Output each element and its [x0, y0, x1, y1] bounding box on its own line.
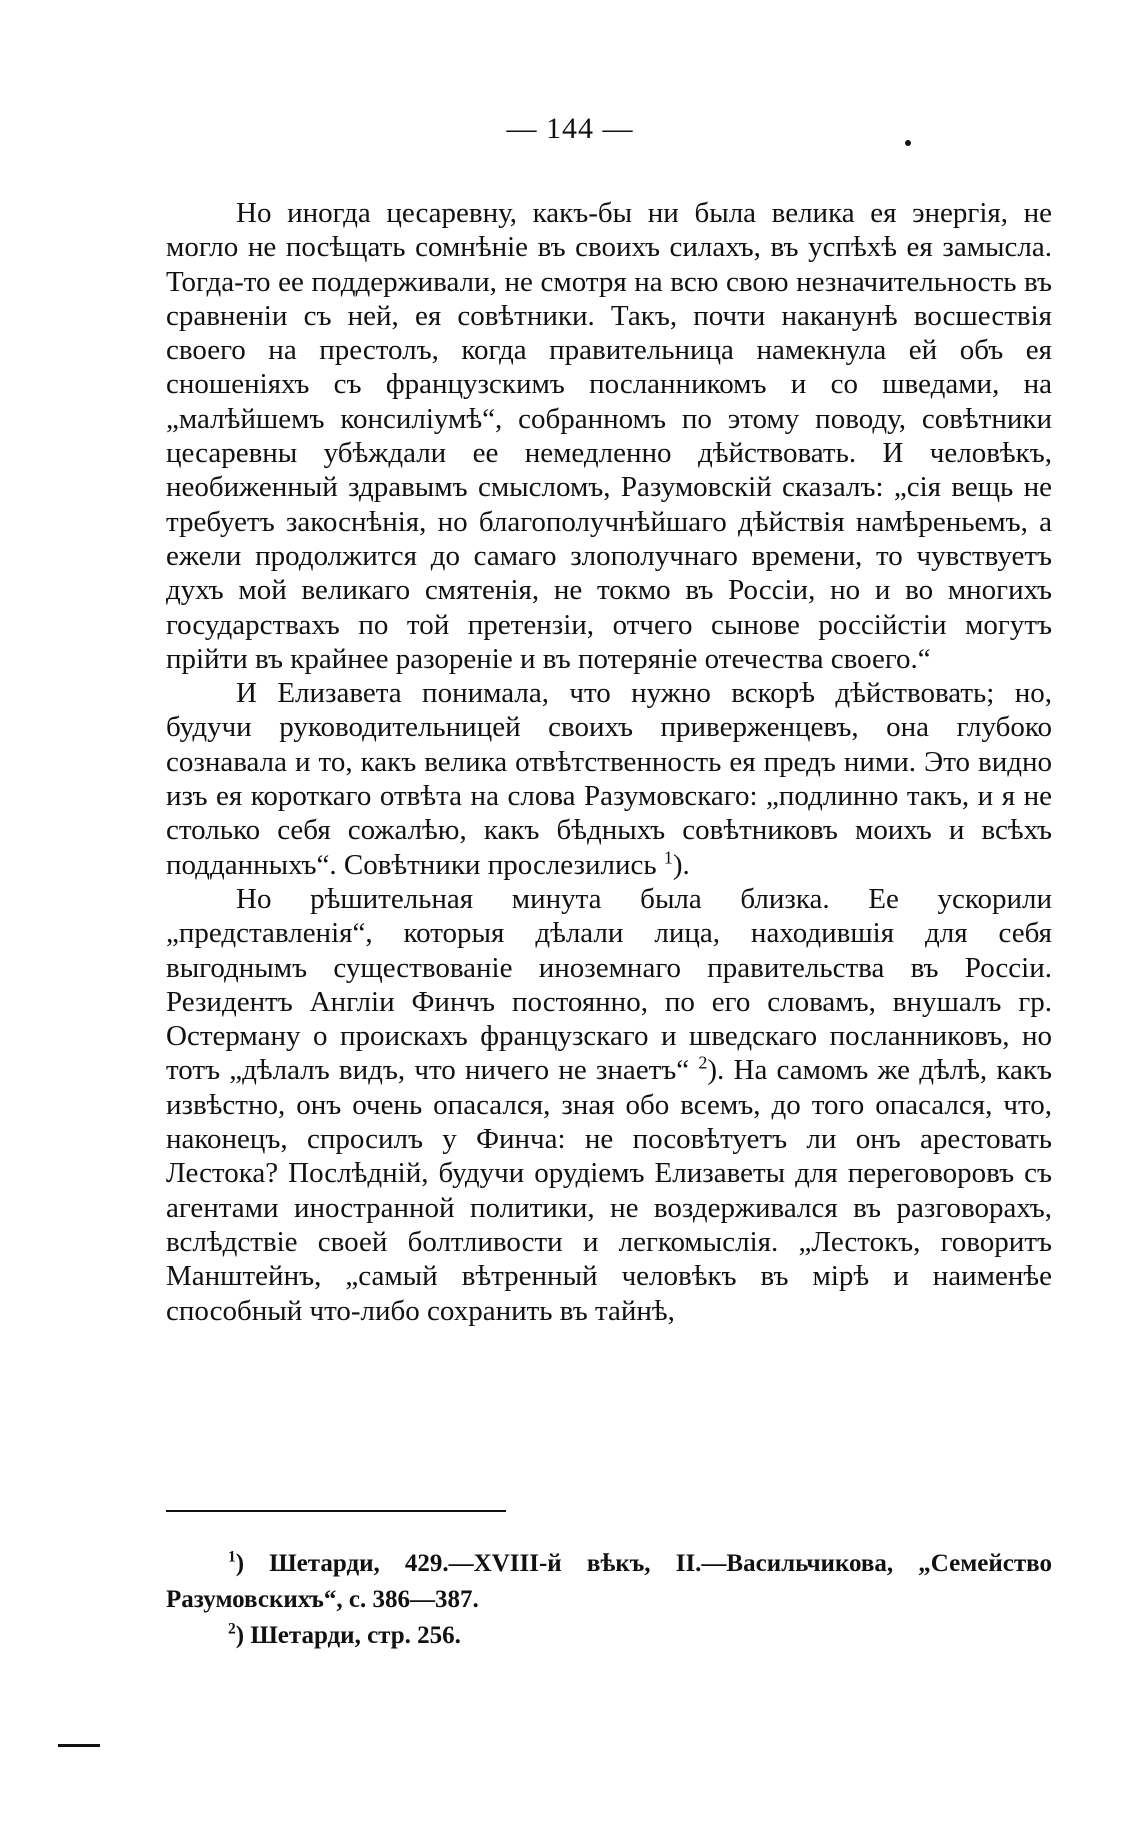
footnote-2-marker: 2	[228, 1620, 236, 1638]
paragraph-1	[166, 196, 1052, 676]
footnote-2	[166, 1618, 1052, 1654]
paragraph-2	[166, 676, 1052, 882]
paragraph-2-text: И Елизавета понимала, что нужно вскорѣ дѣйствовать; но, будучи руководительницей своихъ приверженцевъ, она глубоко сознавала и то, какъ велика отвѣтственность ея предъ ними. Это видно изъ ея короткаго отвѣта на слова Разумовскаго: „подлинно такъ, и я не столько себя сожалѣю, какъ бѣдныхъ совѣтниковъ моихъ и всѣхъ подданныхъ“. Совѣтники прослезились	[166, 677, 1052, 881]
footnote-ref-2[interactable]: 2	[698, 1052, 708, 1073]
footnote-1-marker: 1	[228, 1548, 236, 1566]
footnote-1-text: ) Шетарди, 429.—XVIII-й вѣкъ, II.—Васильчикова, „Семейство Разумовскихъ“, с. 386—387.	[166, 1550, 1052, 1613]
paragraph-3	[166, 882, 1052, 1328]
paragraph-3-text-b: ). На самомъ же дѣлѣ, какъ извѣстно, онъ очень опасался, зная обо всемъ, до того опасался, что, наконецъ, спросилъ у Финча: не посовѣтуетъ ли онъ арестовать Лестока? Послѣдній, будучи орудіемъ Елизаветы для переговоровъ съ агентами иностранной политики, не воздерживался въ разговорахъ, вслѣдствіе своей болтливости и легкомыслія. „Лестокъ, говоритъ Манштейнъ, „самый вѣтренный человѣкъ въ мірѣ и наименѣе способный что-либо сохранить въ тайнѣ,	[166, 1054, 1052, 1327]
footnote-2-text: ) Шетарди, стр. 256.	[235, 1622, 461, 1649]
footnote-divider	[166, 1510, 506, 1512]
paragraph-1-text: Но иногда цесаревну, какъ-бы ни была велика ея энергія, не могло не посѣщать сомнѣніе въ своихъ силахъ, въ успѣхѣ ея замысла. Тогда-то ее поддерживали, не смотря на всю свою незначительность въ сравненіи съ ней, ея совѣтники. Такъ, почти наканунѣ восшествія своего на престолъ, когда правительница намекнула ей объ ея сношеніяхъ съ французскимъ посланникомъ и со шведами, на „малѣйшемъ консиліумѣ“, собранномъ по этому поводу, совѣтники цесаревны убѣждали ее немедленно дѣйствовать. И человѣкъ, необиженный здравымъ смысломъ, Разумовскій сказалъ: „сія вещь не требуетъ закоснѣнія, но благополучнѣйшаго дѣйствія намѣреньемъ, а ежели продолжится до самаго злополучнаго времени, то чувствуетъ духъ мой великаго смятенія, не токмо въ Россіи, но и во многихъ государствахъ по той претензіи, отчего сынове россійстіи могутъ прійти въ крайнее разореніе и въ потеряніе отечества своего.“	[166, 197, 1052, 675]
footnote-ref-1[interactable]: 1	[663, 846, 673, 867]
footnote-1	[166, 1546, 1052, 1618]
body-text	[166, 196, 1052, 1328]
paragraph-2-tail: ).	[672, 848, 690, 881]
page-number: — 144 —	[506, 112, 634, 145]
ink-speck	[905, 140, 911, 146]
paragraph-3-text-a: Но рѣшительная минута была близка. Ее ускорили „представленія“, которыя дѣлали лица, находившія для себя выгоднымъ существованіе иноземнаго правительства въ Россіи. Резидентъ Англіи Финчъ постоянно, по его словамъ, внушалъ гр. Остерману о проискахъ французскаго и шведскаго посланниковъ, но тотъ „дѣлалъ видъ, что ничего не знаетъ“	[166, 882, 1052, 1087]
footnotes	[166, 1546, 1052, 1654]
margin-mark	[58, 1744, 100, 1747]
